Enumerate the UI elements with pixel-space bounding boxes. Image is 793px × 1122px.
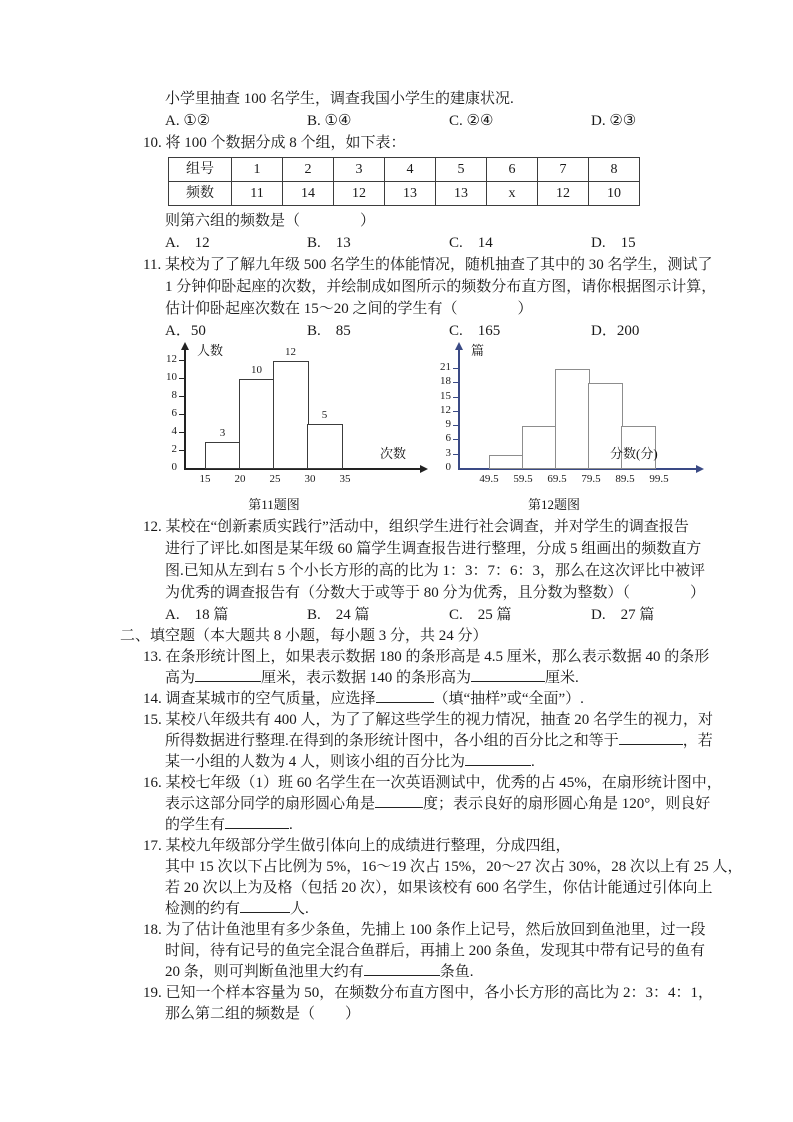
charts-row xyxy=(100,342,713,516)
text-segment: 人. xyxy=(290,901,309,917)
text-segment: 度；表示良好的扇形圆心角是 120°，则良好 xyxy=(423,796,711,812)
question-18-stem: 18. 为了估计鱼池里有多少条鱼，先捕上 100 条作上记号，然后放回到鱼池里，过一段 xyxy=(143,922,706,938)
x-tick-label: 49.5 xyxy=(479,473,499,485)
x-tick-label: 35 xyxy=(339,473,351,485)
x-tick-label: 15 xyxy=(199,473,211,485)
question-line: 估计仰卧起座次数在 15～20 之间的学生有（ ） xyxy=(165,301,533,317)
y-tick-mark xyxy=(453,454,458,455)
histogram-bar xyxy=(489,455,524,469)
y-tick-mark xyxy=(453,439,458,440)
y-tick-mark xyxy=(179,378,184,379)
question-line: 那么第二组的频数是（ ） xyxy=(165,1006,361,1022)
text-segment: 检测的约有 xyxy=(165,901,241,917)
y-tick-label: 18 xyxy=(440,375,451,388)
question-line: 1 分钟仰卧起座的次数，并绘制成如图所示的频数分布直方图，请你根据图示计算， xyxy=(165,279,717,295)
question-10-stem: 10. 将 100 个数据分成 8 个组，如下表： xyxy=(143,135,406,151)
question-line: 若 20 次以上为及格（包括 20 次），如果该校有 600 名学生，你估计能通过引体向上 xyxy=(165,880,713,896)
text-segment: 14. 调查某城市的空气质量，应选择 xyxy=(143,691,376,707)
y-tick-mark xyxy=(179,360,184,361)
table-cell: 14 xyxy=(283,182,334,206)
y-tick-mark xyxy=(179,414,184,415)
answer-blank xyxy=(195,668,261,682)
table-cell: 5 xyxy=(436,158,487,182)
table-cell: 8 xyxy=(589,158,640,182)
question-14-stem xyxy=(100,689,713,710)
y-tick-label: 12 xyxy=(440,403,451,416)
y-axis-line xyxy=(184,348,186,470)
question-line xyxy=(100,668,713,689)
x-axis-arrow-icon xyxy=(696,465,704,473)
y-tick-mark xyxy=(453,368,458,369)
question-line xyxy=(100,731,713,752)
text-segment: 表示这部分同学的扇形圆心角是 xyxy=(165,796,376,812)
table-cell: 11 xyxy=(232,182,283,206)
text-segment: 厘米，表示数据 140 的条形高为 xyxy=(261,670,472,686)
options-row xyxy=(100,110,713,132)
y-tick-mark xyxy=(453,425,458,426)
table-cell: 4 xyxy=(385,158,436,182)
options-row xyxy=(100,604,713,626)
option-c: C. 14 xyxy=(449,235,493,251)
histogram-q12 xyxy=(436,342,712,516)
option-d: D．200 xyxy=(591,323,640,339)
question-line: 进行了评比.如图是某年级 60 篇学生调查报告进行整理，分成 5 组画出的频数直方 xyxy=(165,541,702,557)
answer-blank xyxy=(465,752,531,766)
table-cell: 7 xyxy=(538,158,589,182)
histogram-bar xyxy=(239,379,275,469)
x-tick-label: 20 xyxy=(234,473,246,485)
y-tick-label: 0 xyxy=(171,461,177,473)
y-tick-label: 9 xyxy=(445,418,451,431)
answer-blank xyxy=(471,668,545,682)
table-cell: 2 xyxy=(283,158,334,182)
y-tick-label: 4 xyxy=(171,425,177,437)
x-axis-arrow-icon xyxy=(420,465,428,473)
option-b: B. ①④ xyxy=(307,113,352,129)
answer-blank xyxy=(364,962,440,976)
question-line: 为优秀的调查报告有（分数大于或等于 80 分为优秀，且分数为整数）（ ） xyxy=(165,585,706,601)
table-row xyxy=(169,158,640,182)
histogram-bar xyxy=(307,424,343,469)
answer-blank xyxy=(375,794,423,808)
text-segment: ，若 xyxy=(682,733,713,749)
x-tick-label: 30 xyxy=(304,473,316,485)
text-segment: 的学生有 xyxy=(165,817,226,833)
question-line: 则第六组的频数是（ ） xyxy=(165,213,376,229)
table-cell: 频数 xyxy=(169,182,232,206)
histogram-bar xyxy=(273,361,309,469)
y-tick-label: 6 xyxy=(171,407,177,419)
x-tick-label: 99.5 xyxy=(649,473,669,485)
question-13-stem: 13. 在条形统计图上，如果表示数据 180 的条形高是 4.5 厘米，那么表示数据 40 的条形 xyxy=(143,649,710,665)
text-segment: 高为 xyxy=(165,670,196,686)
question-16-stem: 16. 某校七年级（1）班 60 名学生在一次英语测试中，优秀的占 45%，在扇形统计图中， xyxy=(143,775,722,791)
table-cell: 6 xyxy=(487,158,538,182)
y-axis-arrow-icon xyxy=(181,342,189,350)
option-c: C. ②④ xyxy=(449,113,494,129)
question-line: 时间，待有记号的鱼完全混合鱼群后，再捕上 200 条鱼，发现其中带有记号的鱼有 xyxy=(165,943,706,959)
option-b: B. 24 篇 xyxy=(307,607,370,623)
question-line: 小学里抽查 100 名学生，调查我国小学生的建康状况. xyxy=(165,91,514,107)
y-tick-mark xyxy=(179,450,184,451)
table-cell: 12 xyxy=(538,182,589,206)
options-row xyxy=(100,232,713,254)
question-line: 图.已知从左到右 5 个小长方形的高的比为 1：3：7：6：3，那么在这次评比中被评 xyxy=(165,563,706,579)
y-axis-title: 篇 xyxy=(471,343,485,358)
y-tick-label: 21 xyxy=(440,361,451,373)
y-tick-mark xyxy=(453,397,458,398)
options-row xyxy=(100,320,713,342)
option-c: C. 165 xyxy=(449,323,501,339)
question-11-stem: 11. 某校为了了解九年级 500 名学生的体能情况，随机抽查了其中的 30 名学生，测试了 xyxy=(143,257,713,273)
text-segment: 厘米. xyxy=(545,670,579,686)
y-tick-label: 2 xyxy=(171,443,177,455)
option-a: A. 12 xyxy=(165,235,210,251)
option-b: B. 85 xyxy=(307,323,351,339)
text-segment: 所得数据进行整理.在得到的条形统计图中，各小组的百分比之和等于 xyxy=(165,733,619,749)
question-12-stem: 12. 某校在“创新素质实践行”活动中，组织学生进行社会调查，并对学生的调查报告 xyxy=(143,519,689,535)
y-tick-mark xyxy=(453,411,458,412)
answer-blank xyxy=(225,815,289,829)
table-cell: 10 xyxy=(589,182,640,206)
x-tick-label: 59.5 xyxy=(513,473,533,485)
y-tick-mark xyxy=(179,396,184,397)
option-d: D. 15 xyxy=(591,235,636,251)
histogram-q11 xyxy=(164,342,436,516)
question-line xyxy=(100,815,713,836)
table-cell: x xyxy=(487,182,538,206)
chart-caption: 第12题图 xyxy=(527,497,580,512)
option-b: B. 13 xyxy=(307,235,351,251)
question-line: 其中 15 次以下占比例为 5%，16～19 次占 15%，20～27 次占 30%，28 次以上有 25 人， xyxy=(165,859,743,875)
table-cell: 组号 xyxy=(169,158,232,182)
x-axis-title: 次数 xyxy=(380,446,407,461)
y-tick-mark xyxy=(179,432,184,433)
histogram-bar xyxy=(555,369,590,469)
text-segment: 条鱼. xyxy=(439,964,474,980)
option-a: A. 18 篇 xyxy=(165,607,229,623)
y-axis-title: 人数 xyxy=(197,343,224,358)
section-2-header: 二、填空题（本大题共 8 小题，每小题 3 分，共 24 分） xyxy=(120,628,488,644)
question-19-stem: 19. 已知一个样本容量为 50，在频数分布直方图中，各小长方形的高比为 2：3：4：1， xyxy=(143,985,714,1001)
text-segment: . xyxy=(289,817,293,833)
frequency-table xyxy=(168,157,640,206)
answer-blank xyxy=(619,731,683,745)
question-line xyxy=(100,752,713,773)
y-tick-label: 8 xyxy=(171,389,177,401)
option-c: C. 25 篇 xyxy=(449,607,512,623)
bar-value-label: 3 xyxy=(219,427,226,439)
chart-caption: 第11题图 xyxy=(248,497,300,512)
text-segment: 20 条，则可判断鱼池里大约有 xyxy=(165,964,364,980)
answer-blank xyxy=(240,899,290,913)
y-tick-label: 0 xyxy=(445,461,451,473)
bar-value-label: 12 xyxy=(285,346,296,358)
question-line xyxy=(100,962,713,983)
table-row xyxy=(169,182,640,206)
y-tick-label: 12 xyxy=(166,353,177,365)
x-tick-label: 25 xyxy=(269,473,281,485)
y-axis-arrow-icon xyxy=(455,342,463,350)
y-axis-line xyxy=(458,348,460,470)
option-a: A. ①② xyxy=(165,113,211,129)
question-17-stem: 17. 某校九年级部分学生做引体向上的成绩进行整理，分成四组， xyxy=(143,838,571,854)
text-segment: （填“抽样”或“全面”）. xyxy=(433,691,584,707)
y-tick-label: 6 xyxy=(445,432,451,445)
option-a: A．50 xyxy=(165,323,206,339)
x-tick-label: 89.5 xyxy=(615,473,635,485)
table-cell: 3 xyxy=(334,158,385,182)
question-15-stem: 15. 某校八年级共有 400 人，为了了解这些学生的视力情况，抽查 20 名学生的视力，对 xyxy=(143,712,714,728)
table-cell: 1 xyxy=(232,158,283,182)
table-cell: 12 xyxy=(334,182,385,206)
y-tick-label: 3 xyxy=(445,446,451,459)
y-tick-mark xyxy=(453,382,458,383)
question-line xyxy=(100,899,713,920)
y-tick-label: 15 xyxy=(440,389,451,402)
question-line xyxy=(100,794,713,815)
table-cell: 13 xyxy=(385,182,436,206)
x-tick-label: 79.5 xyxy=(581,473,601,485)
option-d: D. 27 篇 xyxy=(591,607,655,623)
answer-blank xyxy=(376,689,434,703)
bar-value-label: 10 xyxy=(251,364,262,376)
x-tick-label: 69.5 xyxy=(547,473,567,485)
histogram-bar xyxy=(522,426,557,469)
y-tick-label: 10 xyxy=(166,371,177,383)
histogram-bar xyxy=(205,442,241,469)
text-segment: 某一小组的人数为 4 人，则该小组的百分比为 xyxy=(165,754,466,770)
table-cell: 13 xyxy=(436,182,487,206)
bar-value-label: 5 xyxy=(321,409,328,421)
x-axis-title: 分数(分) xyxy=(610,446,658,461)
option-d: D. ②③ xyxy=(591,113,637,129)
text-segment: . xyxy=(531,754,535,770)
